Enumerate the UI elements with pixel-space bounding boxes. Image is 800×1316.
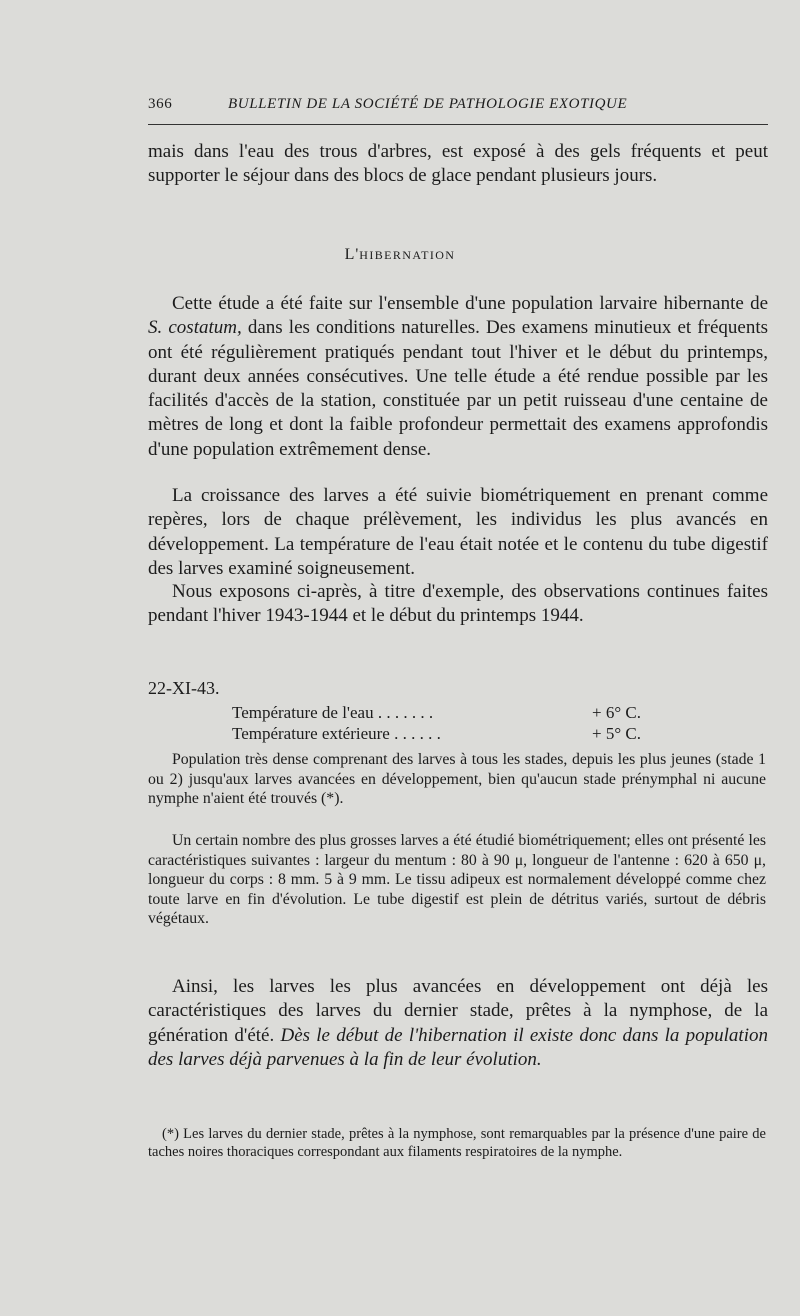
footnote: (*) Les larves du dernier stade, prêtes à la nymphose, sont remarquables par la présence d'une paire de taches noires thoraciques correspondant aux filaments respiratoires de la nymphe. — [148, 1126, 766, 1160]
temperature-label: Température de l'eau . . . . . . . — [232, 703, 434, 722]
paragraph-7-start: Ainsi, les larves les plus avancées en développement ont déjà les caractéristiques des larves du dernier stade, prêtes à la nymphose, de la génération d'été. — [148, 976, 768, 1046]
section-title — [0, 246, 800, 264]
section-title-initial: L' — [344, 246, 360, 263]
temperature-value: + 5° C. — [592, 724, 641, 743]
observation-date: 22-XI-43. — [148, 678, 220, 698]
header-rule — [148, 124, 768, 125]
temperature-row-air — [232, 723, 682, 744]
paragraph-7-emphasis: Dès le début de l'hibernation il existe donc dans la population des larves déjà parvenues à la fin de leur évolution. — [148, 1024, 768, 1070]
paragraph-6: Un certain nombre des plus grosses larves a été étudié biométriquement; elles ont présenté les caractéristiques suivantes : largeur du mentum : 80 à 90 μ, longueur de l'antenne : 620 à 650 μ, longueur du corps : 8 mm. 5 à 9 mm. Le tissu adipeux est normalement développé comme chez toute larve en fin d'évolution. Le tube digestif est plein de détritus variés, surtout de débris végétaux. — [148, 832, 766, 927]
paragraph-3: La croissance des larves a été suivie biométriquement en prenant comme repères, lors de chaque prélèvement, les individus les plus avancés en développement. La température de l'eau était notée et le contenu du tube digestif des larves examiné soigneusement. — [148, 485, 768, 579]
running-title: BULLETIN DE LA SOCIÉTÉ DE PATHOLOGIE EXOTIQUE — [228, 96, 628, 112]
paragraph-1: mais dans l'eau des trous d'arbres, est exposé à des gels fréquents et peut supporter le séjour dans des blocs de glace pendant plusieurs jours. — [148, 141, 768, 187]
page-number: 366 — [148, 96, 173, 112]
paragraph-5: Population très dense comprenant des larves à tous les stades, depuis les plus jeunes (stade 1 ou 2) jusqu'aux larves avancées en développement, bien qu'aucun stade prénymphal ni aucune nymphe n'aient été trouvés (*). — [148, 751, 766, 807]
temperature-row-water — [232, 702, 682, 723]
temperature-table — [232, 702, 682, 744]
temperature-value: + 6° C. — [592, 703, 641, 722]
species-name: S. costatum, — [148, 317, 242, 339]
section-title-rest: HIBERNATION — [359, 248, 456, 262]
paragraph-2-start: Cette étude a été faite sur l'ensemble d'une population larvaire hibernante de — [172, 293, 768, 314]
paragraph-2-end: dans les conditions naturelles. Des examens minutieux et fréquents ont été régulièrement pratiqués pendant tout l'hiver et le début du printemps, durant deux années consécutives. Une telle étude a été rendue possible par les facilités d'accès de la station, constituée par un petit ruisseau d'une centaine de mètres de long et dont la faible profondeur permettait des examens approfondis d'une population extrêmement dense. — [148, 317, 768, 460]
paragraph-2 — [148, 292, 768, 462]
paragraph-7 — [148, 975, 768, 1072]
temperature-label: Température extérieure . . . . . . — [232, 724, 441, 743]
paragraph-4: Nous exposons ci-après, à titre d'exemple, des observations continues faites pendant l'hiver 1943-1944 et le début du printemps 1944. — [148, 581, 768, 627]
